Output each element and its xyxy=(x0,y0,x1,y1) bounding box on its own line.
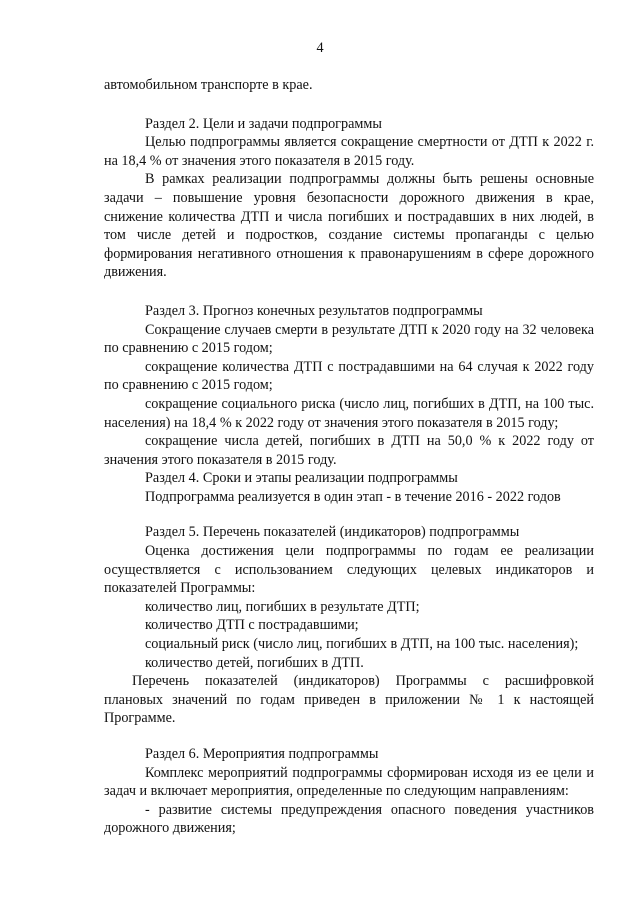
section-5-heading: Раздел 5. Перечень показателей (индикаторов) подпрограммы xyxy=(145,524,520,541)
paragraph: Сокращение случаев смерти в результате ДТП к 2020 году на 32 человека по сравнению с 2015 годом; xyxy=(104,321,594,357)
section-4-heading: Раздел 4. Сроки и этапы реализации подпрограммы xyxy=(145,470,458,487)
paragraph: Подпрограмма реализуется в один этап - в течение 2016 - 2022 годов xyxy=(145,488,561,505)
paragraph-continuation: автомобильном транспорте в крае. xyxy=(104,77,313,93)
list-item: количество детей, погибших в ДТП. xyxy=(145,654,364,671)
page-number: 4 xyxy=(316,40,324,56)
section-3-heading: Раздел 3. Прогноз конечных результатов подпрограммы xyxy=(145,302,483,319)
paragraph: В рамках реализации подпрограммы должны быть решены основные задачи – повышение уровня безопасности дорожного движения в крае, снижение количества ДТП и числа погибших и пострадавших в них людей, в том числе детей и подростков, создание системы пропаганды с целью формирования негативного отношения к правонарушениям в сфере дорожного движения. xyxy=(104,171,594,281)
list-item: социальный риск (число лиц, погибших в ДТП, на 100 тыс. населения); xyxy=(145,636,579,653)
list-item: - развитие системы предупреждения опасного поведения участников дорожного движения; xyxy=(104,801,594,837)
list-item: количество ДТП с пострадавшими; xyxy=(145,617,359,634)
paragraph: сокращение числа детей, погибших в ДТП на 50,0 % к 2022 году от значения этого показателя в 2015 году. xyxy=(104,433,594,468)
paragraph: Оценка достижения цели подпрограммы по годам ее реализации осуществляется с использованием следующих целевых индикаторов и показателей Программы: xyxy=(104,543,594,597)
paragraph: Перечень показателей (индикаторов) Программы с расшифровкой плановых значений по годам приведен в приложении № 1 к настоящей Программе. xyxy=(104,673,594,727)
paragraph: Целью подпрограммы является сокращение смертности от ДТП к 2022 г. на 18,4 % от значения этого показателя в 2015 году. xyxy=(104,134,594,169)
document-body xyxy=(104,76,594,838)
section-6-heading: Раздел 6. Мероприятия подпрограммы xyxy=(145,746,379,762)
paragraph: сокращение социального риска (число лиц, погибших в ДТП, на 100 тыс. населения) на 18,4 % к 2022 году от значения этого показателя в 2015 году; xyxy=(104,395,594,431)
paragraph: сокращение количества ДТП с пострадавшими на 64 случая к 2022 году по сравнению с 2015 годом; xyxy=(104,358,594,394)
section-2-heading: Раздел 2. Цели и задачи подпрограммы xyxy=(145,115,382,132)
paragraph: Комплекс мероприятий подпрограммы сформирован исходя из ее цели и задач и включает мероприятия, определенные по следующим направлениям: xyxy=(104,764,594,800)
list-item: количество лиц, погибших в результате ДТП; xyxy=(145,598,420,615)
